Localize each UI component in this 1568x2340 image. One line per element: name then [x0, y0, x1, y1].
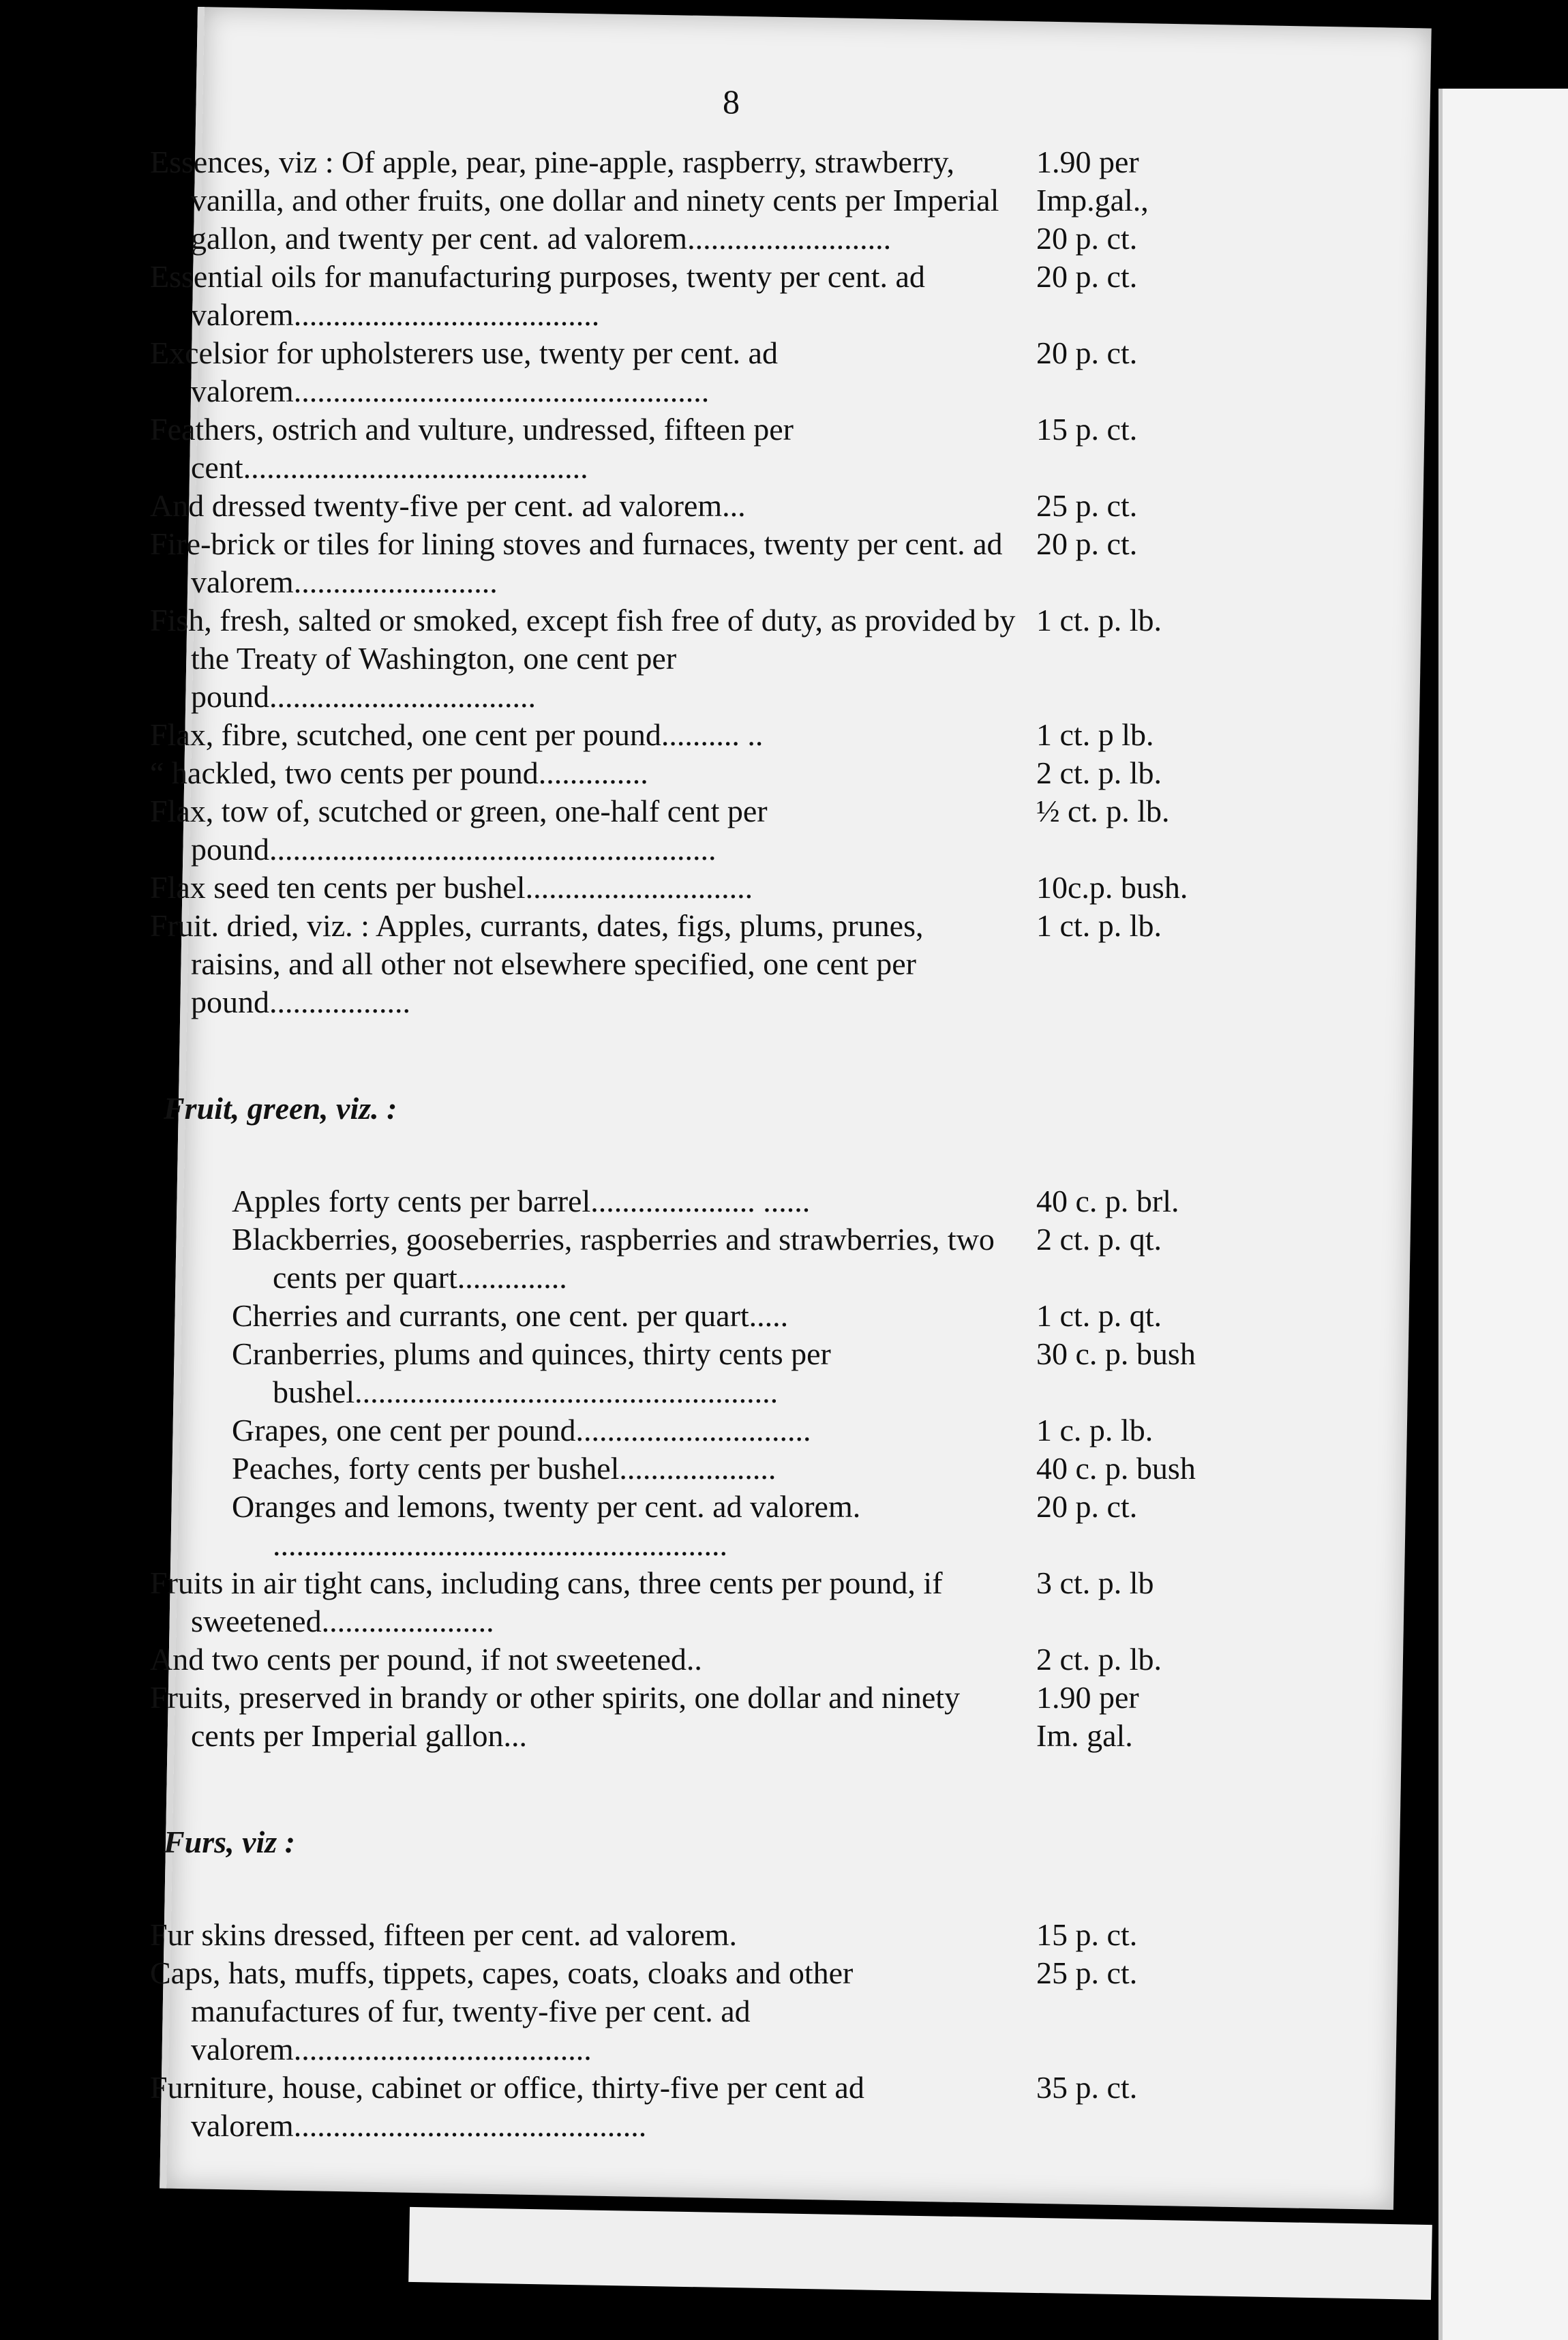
tariff-entry [232, 1335, 1213, 1411]
tariff-entry [150, 334, 1213, 410]
tariff-entry [232, 1488, 1213, 1564]
entry-rate: 40 c. p. brl. [1036, 1184, 1179, 1218]
tariff-list [150, 143, 1213, 2145]
entry-rate: 1 c. p. lb. [1036, 1413, 1154, 1448]
tariff-entry [150, 716, 1213, 754]
entries-furs [150, 1916, 1213, 2069]
page-bottom-strip [408, 2207, 1432, 2300]
tariff-entry [232, 1450, 1213, 1488]
entry-description: Excelsior for upholsterers use, twenty per cent. ad valorem..................................................... [150, 335, 778, 408]
entry-rate: 30 c. p. bush [1036, 1336, 1196, 1371]
entry-description: Apples forty cents per barrel..................... ...... [232, 1184, 811, 1218]
entry-rate: ½ ct. p. lb. [1036, 794, 1170, 828]
entry-rate: 1 ct. p. lb. [1036, 603, 1162, 638]
tariff-entry [150, 487, 1213, 525]
next-page-edge [1438, 89, 1568, 2340]
entry-rate: 35 p. ct. [1036, 2070, 1138, 2105]
tariff-entry [232, 1220, 1213, 1297]
entries-fruit-cans [150, 1564, 1213, 1755]
entry-description: Oranges and lemons, twenty per cent. ad valorem. .......................................................... [232, 1489, 861, 1562]
page-number: 8 [723, 82, 740, 121]
entry-description: Flax seed ten cents per bushel............................. [150, 870, 753, 905]
entry-rate: 20 p. ct. [1036, 526, 1138, 561]
tariff-entry [150, 1954, 1213, 2069]
tariff-entry [150, 907, 1213, 1021]
entry-rate: 15 p. ct. [1036, 412, 1138, 447]
entries-furniture [150, 2069, 1213, 2145]
entries-fruit-green [191, 1182, 1213, 1564]
tariff-entry [150, 1640, 1213, 1679]
entry-description: Cherries and currants, one cent. per quart..... [232, 1298, 789, 1333]
tariff-entry [150, 410, 1213, 487]
tariff-entry [150, 601, 1213, 716]
entry-description: Peaches, forty cents per bushel.................... [232, 1451, 777, 1486]
entry-description: Flax, fibre, scutched, one cent per pound.......... .. [150, 717, 764, 752]
tariff-entry [232, 1182, 1213, 1220]
entry-description: Fruit. dried, viz. : Apples, currants, dates, figs, plums, prunes, raisins, and all other not elsewhere specified, one cent per pound.................. [150, 908, 924, 1019]
entry-description: Fruits in air tight cans, including cans, three cents per pound, if sweetened...................... [150, 1565, 943, 1638]
entry-description: Flax, tow of, scutched or green, one-half cent per pound......................................................... [150, 794, 768, 867]
entry-rate: 2 ct. p. qt. [1036, 1222, 1162, 1257]
entry-rate: 1 ct. p lb. [1036, 717, 1154, 752]
entries-top [150, 143, 1213, 1021]
entry-rate: 20 p. ct. [1036, 1489, 1138, 1524]
entry-description: Caps, hats, muffs, tippets, capes, coats, cloaks and other manufactures of fur, twenty-five per cent. ad valorem...................................... [150, 1955, 854, 2067]
tariff-entry [232, 1297, 1213, 1335]
entry-rate: 1.90 per Im. gal. [1036, 1680, 1139, 1753]
tariff-entry [150, 525, 1213, 601]
entry-description: “ hackled, two cents per pound.............. [150, 755, 648, 790]
entry-description: Essences, viz : Of apple, pear, pine-apple, raspberry, strawberry, vanilla, and other fruits, one dollar and ninety cents per Imperial gallon, and twenty per cent. ad valorem.......................... [150, 145, 999, 256]
entry-description: Grapes, one cent per pound.............................. [232, 1413, 811, 1448]
entry-description: Feathers, ostrich and vulture, undressed, fifteen per cent............................................ [150, 412, 794, 485]
entry-rate: 25 p. ct. [1036, 1955, 1138, 1990]
entry-rate: 15 p. ct. [1036, 1917, 1138, 1952]
section-heading-furs: Furs, viz : [164, 1825, 295, 1859]
entry-description: Fur skins dressed, fifteen per cent. ad valorem. [150, 1917, 737, 1952]
section-heading-fruit: Fruit, green, viz. : [164, 1091, 397, 1126]
entry-description: Furniture, house, cabinet or office, thirty-five per cent ad valorem............................................. [150, 2070, 864, 2143]
tariff-entry [232, 1411, 1213, 1450]
entry-rate: 1 ct. p. qt. [1036, 1298, 1162, 1333]
tariff-entry [150, 1564, 1213, 1640]
entry-description: Fruits, preserved in brandy or other spirits, one dollar and ninety cents per Imperial gallon... [150, 1680, 961, 1753]
entry-description: Fish, fresh, salted or smoked, except fish free of duty, as provided by the Treaty of Washington, one cent per pound.................................. [150, 603, 1016, 714]
entry-rate: 2 ct. p. lb. [1036, 1642, 1162, 1677]
entry-description: Essential oils for manufacturing purposes, twenty per cent. ad valorem....................................... [150, 259, 925, 332]
entry-description: Cranberries, plums and quinces, thirty cents per bushel...................................................... [232, 1336, 831, 1409]
tariff-entry [150, 792, 1213, 869]
entry-rate: 25 p. ct. [1036, 488, 1138, 523]
entry-description: Fire-brick or tiles for lining stoves and furnaces, twenty per cent. ad valorem.......................... [150, 526, 1003, 599]
entry-description: And dressed twenty-five per cent. ad valorem... [150, 488, 746, 523]
entry-description: Blackberries, gooseberries, raspberries and strawberries, two cents per quart.............. [232, 1222, 995, 1295]
entry-description: And two cents per pound, if not sweetened.. [150, 1642, 702, 1677]
entry-rate: 40 c. p. bush [1036, 1451, 1196, 1486]
tariff-entry [150, 258, 1213, 334]
tariff-entry [150, 1916, 1213, 1954]
entry-rate: 20 p. ct. [1036, 259, 1138, 294]
entry-rate: 1.90 per Imp.gal., 20 p. ct. [1036, 145, 1149, 256]
entry-rate: 10c.p. bush. [1036, 870, 1188, 905]
entry-rate: 20 p. ct. [1036, 335, 1138, 370]
entry-rate: 1 ct. p. lb. [1036, 908, 1162, 943]
entry-rate: 3 ct. p. lb [1036, 1565, 1154, 1600]
entry-rate: 2 ct. p. lb. [1036, 755, 1162, 790]
tariff-entry [150, 143, 1213, 258]
tariff-entry [150, 1679, 1213, 1755]
tariff-entry [150, 869, 1213, 907]
tariff-entry [150, 754, 1213, 792]
tariff-entry [150, 2069, 1213, 2145]
